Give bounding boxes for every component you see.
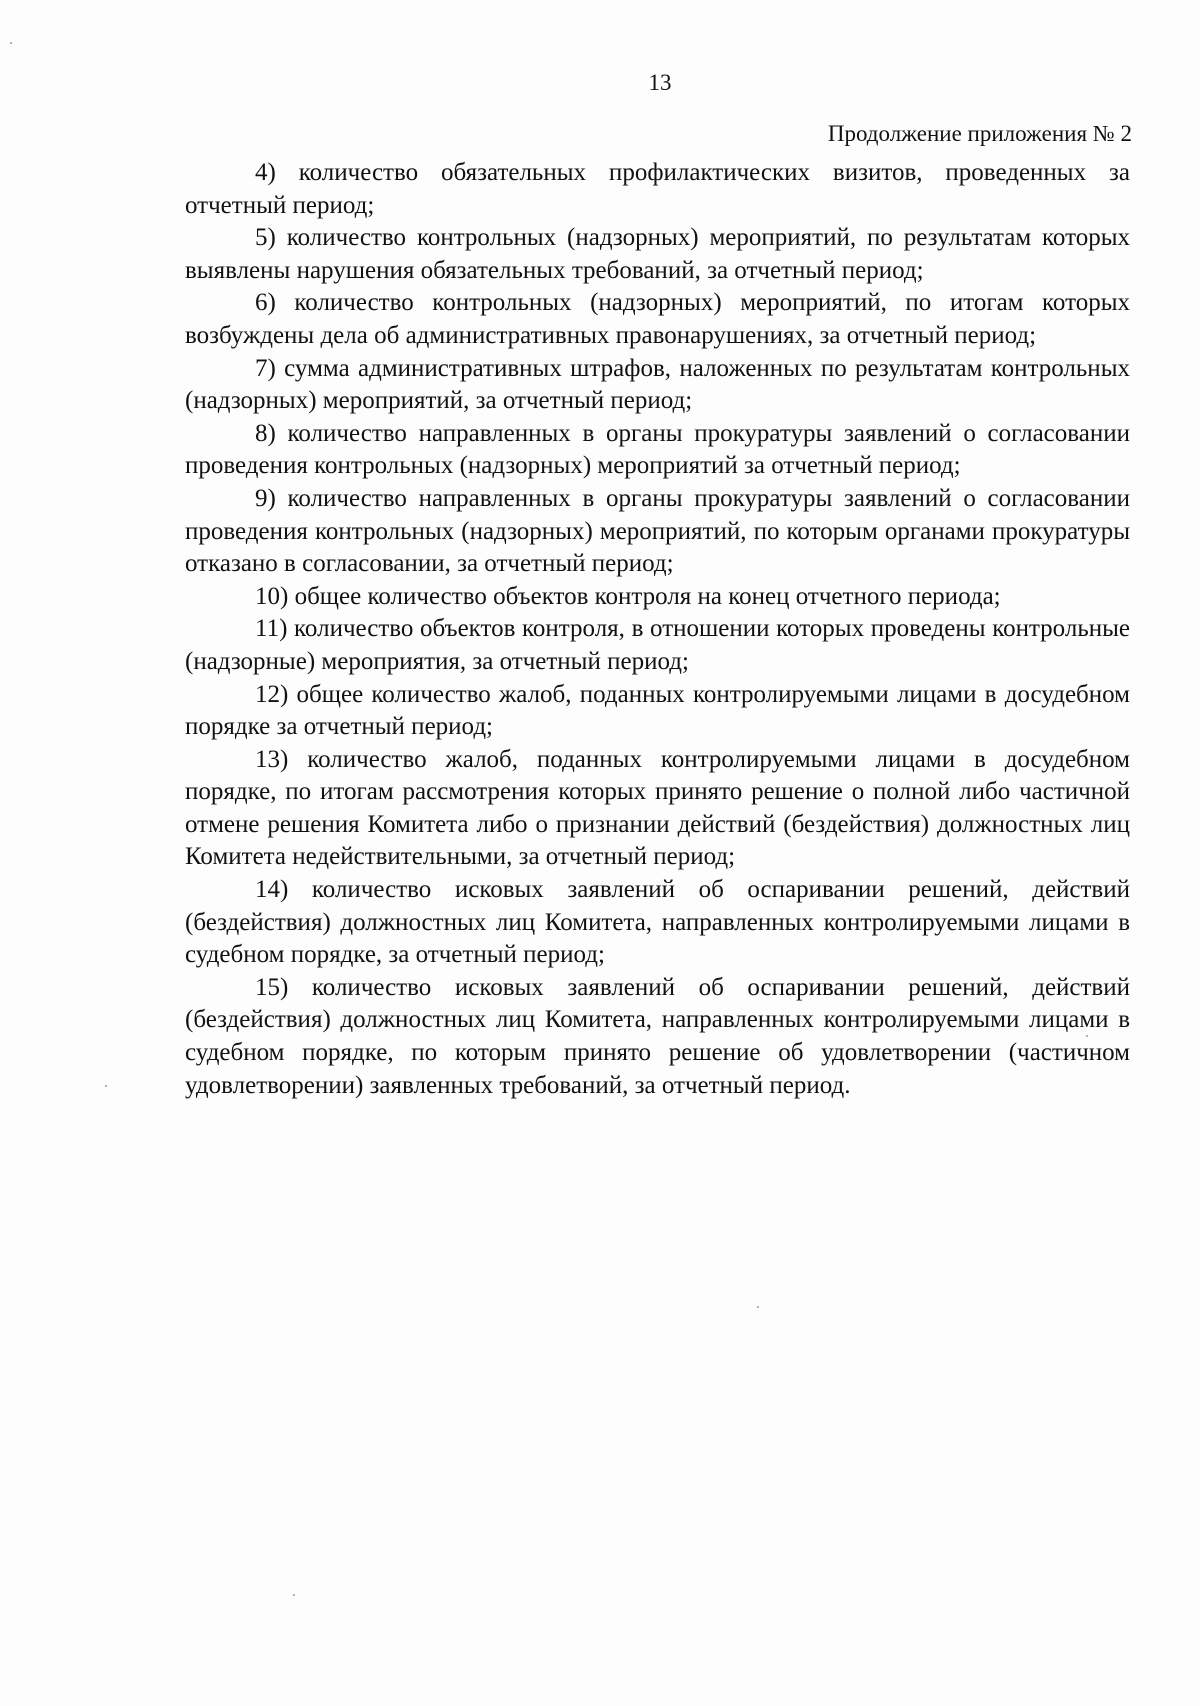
scan-speck bbox=[293, 1594, 295, 1596]
list-item-7: 7) сумма административных штрафов, наложенных по результатам контрольных (надзорных) мероприятий, за отчетный период; bbox=[185, 354, 1130, 415]
scan-speck bbox=[1086, 1035, 1088, 1037]
list-item-8: 8) количество направленных в органы прокуратуры заявлений о согласовании проведения контрольных (надзорных) мероприятий за отчетный период; bbox=[185, 419, 1130, 480]
list-item-6: 6) количество контрольных (надзорных) мероприятий, по итогам которых возбуждены дела об административных правонарушениях, за отчетный период; bbox=[185, 289, 1130, 349]
list-item-13: 13) количество жалоб, поданных контролируемыми лицами в досудебном порядке, по итогам рассмотрения которых принято решение о полной либо частичной отмене решения Комитета либо о признании действий (бездействия) должностных лиц Комитета недействительными, за отчетный период; bbox=[185, 745, 1130, 871]
page-number: 13 bbox=[648, 70, 672, 95]
list-item-5: 5) количество контрольных (надзорных) мероприятий, по результатам которых выявлены нарушения обязательных требований, за отчетный период; bbox=[185, 224, 1130, 284]
list-item-15: 15) количество исковых заявлений об оспаривании решений, действий (бездействия) должностных лиц Комитета, направленных контролируемыми лицами в судебном порядке, по которым принято решение об удовлетворении (частичном удовлетворении) заявленных требований, за отчетный период. bbox=[185, 973, 1130, 1099]
document-body bbox=[185, 157, 1130, 1102]
list-item-10: 10) общее количество объектов контроля на конец отчетного периода; bbox=[255, 582, 1001, 610]
list-item-11: 11) количество объектов контроля, в отношении которых проведены контрольные (надзорные) мероприятия, за отчетный период; bbox=[185, 615, 1130, 675]
appendix-continuation-note: Продолжение приложения № 2 bbox=[827, 121, 1132, 146]
list-item-9: 9) количество направленных в органы прокуратуры заявлений о согласовании проведения контрольных (надзорных) мероприятий, по которым органами прокуратуры отказано в согласовании, за отчетный период; bbox=[185, 484, 1130, 578]
scan-speck bbox=[10, 42, 12, 44]
scan-speck bbox=[757, 1306, 759, 1308]
list-item-14: 14) количество исковых заявлений об оспаривании решений, действий (бездействия) должностных лиц Комитета, направленных контролируемыми лицами в судебном порядке, за отчетный период; bbox=[185, 876, 1130, 969]
list-item-12: 12) общее количество жалоб, поданных контролируемыми лицами в досудебном порядке за отчетный период; bbox=[185, 680, 1130, 741]
scan-speck bbox=[105, 1085, 107, 1087]
list-item-4: 4) количество обязательных профилактических визитов, проведенных за отчетный период; bbox=[185, 159, 1130, 219]
